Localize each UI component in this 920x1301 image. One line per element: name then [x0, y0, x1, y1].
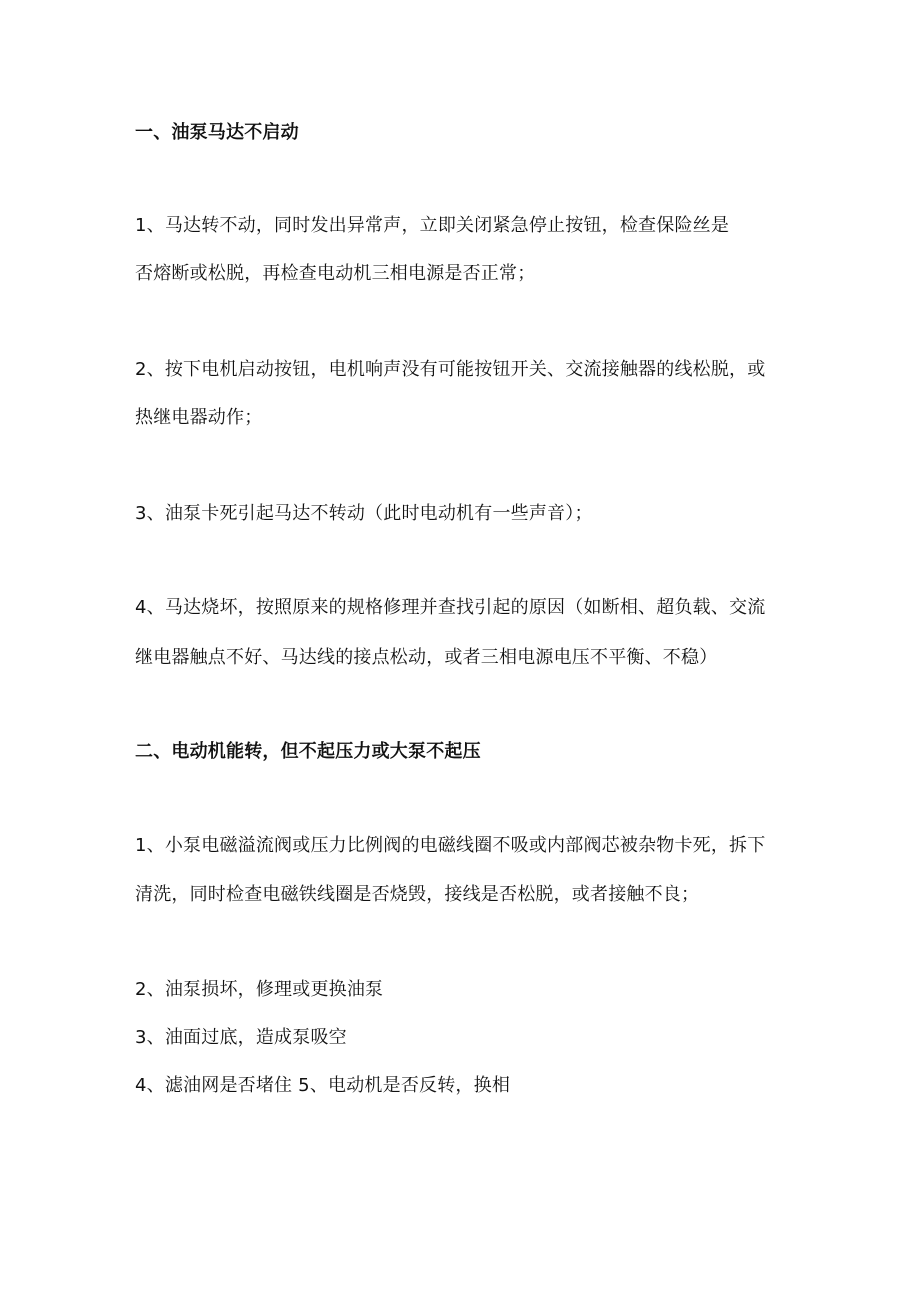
section-1-item-2-line-2: 热继电器动作；: [135, 407, 263, 428]
section-2-item-1-line-2: 清洗，同时检查电磁铁线圈是否烧毁，接线是否松脱，或者接触不良；: [135, 884, 700, 905]
section-1-item-2-line-1: 2、按下电机启动按钮，电机响声没有可能按钮开关、交流接触器的线松脱，或: [135, 359, 766, 380]
section-2-heading: 二、电动机能转，但不起压力或大泵不起压: [135, 741, 481, 762]
section-2-item-2-line-1: 2、油泵损坏，修理或更换油泵: [135, 979, 384, 1000]
section-1-item-1-line-2: 否熔断或松脱，再检查电动机三相电源是否正常；: [135, 263, 536, 284]
section-1-item-3-line-1: 3、油泵卡死引起马达不转动（此时电动机有一些声音）；: [135, 503, 593, 524]
section-1-heading: 一、油泵马达不启动: [135, 122, 299, 143]
section-1-item-4-line-2: 继电器触点不好、马达线的接点松动，或者三相电源电压不平衡、不稳）: [135, 647, 718, 668]
section-1-item-4-line-1: 4、马达烧坏，按照原来的规格修理并查找引起的原因（如断相、超负载、交流: [135, 597, 766, 618]
section-2-item-4-line-1: 4、滤油网是否堵住 5、电动机是否反转，换相: [135, 1075, 511, 1096]
section-2-item-3-line-1: 3、油面过底，造成泵吸空: [135, 1027, 347, 1048]
section-1-item-1-line-1: 1、马达转不动，同时发出异常声，立即关闭紧急停止按钮，检查保险丝是: [135, 215, 730, 236]
section-2-item-1-line-1: 1、小泵电磁溢流阀或压力比例阀的电磁线圈不吸或内部阀芯被杂物卡死，拆下: [135, 835, 766, 856]
